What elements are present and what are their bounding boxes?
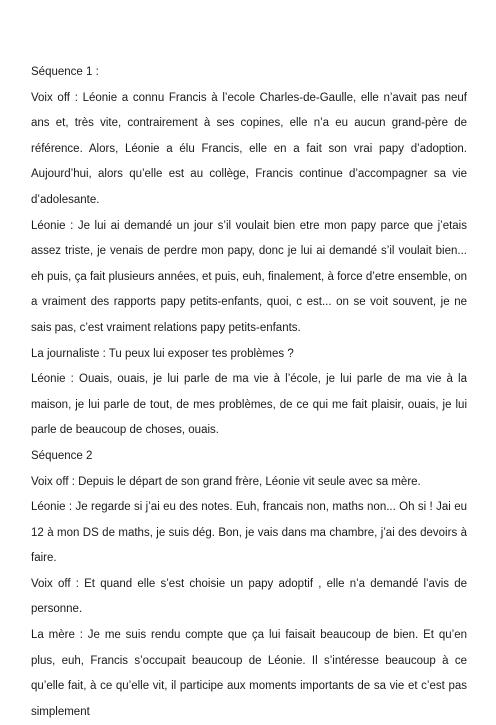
document-body xyxy=(31,60,467,725)
paragraph-leonie-2: Léonie : Ouais, ouais, je lui parle de ma vie à l’école, je lui parle de ma vie à la maison, je lui parle de tout, de mes problèmes, de ce qui me fait plaisir, ouais, je lui parle de beaucoup de choses, ouais. xyxy=(31,373,467,437)
sequence-1-heading: Séquence 1 : xyxy=(31,66,99,78)
paragraph-leonie-3: Léonie : Je regarde si j’ai eu des notes. Euh, francais non, maths non... Oh si ! Jai eu 12 à mon DS de maths, je suis dég. Bon, je vais dans ma chambre, j’ai des devoirs à faire. xyxy=(31,501,467,565)
paragraph-leonie-1: Léonie : Je lui ai demandé un jour s’il voulait bien etre mon papy parce que j’etais assez triste, je venais de perdre mon papy, donc je lui ai demandé s’il voulait bien... eh puis, ça fait plusieurs années, et puis, euh, finalement, à force d’etre ensemble, on a vraiment des rapports papy petits-enfants, quoi, c est... on se voit souvent, je ne sais pas, c’est vraiment relations papy petits-enfants. xyxy=(31,219,467,334)
paragraph-voix-off-2: Voix off : Depuis le départ de son grand frère, Léonie vit seule avec sa mère. xyxy=(31,475,421,488)
paragraph-voix-off-3: Voix off : Et quand elle s’est choisie un papy adoptif , elle n’a demandé l’avis de personne. xyxy=(31,577,467,616)
paragraph-voix-off-1: Voix off : Léonie a connu Francis à l’ecole Charles-de-Gaulle, elle n’avait pas neuf ans et, très vite, contrairement à ses copines, elle n’a eu aucun grand-père de référence. Alors, Léonie a élu Francis, elle en a fait son vrai papy d’adoption. Aujourd’hui, alors qu’elle est au collège, Francis continue d’accompagner sa vie d’adolesante. xyxy=(31,91,467,206)
paragraph-mere: La mère : Je me suis rendu compte que ça lui faisait beaucoup de bien. Et qu’en plus, euh, Francis s’occupait beaucoup de Léonie. Il s’intéresse beaucoup à ce qu’elle fait, à ce qu’elle vit, il participe aux moments importants de sa vie et c’est pas simplement xyxy=(31,629,467,718)
sequence-2-heading: Séquence 2 xyxy=(31,449,93,462)
paragraph-journaliste: La journaliste : Tu peux lui exposer tes problèmes ? xyxy=(31,347,294,360)
